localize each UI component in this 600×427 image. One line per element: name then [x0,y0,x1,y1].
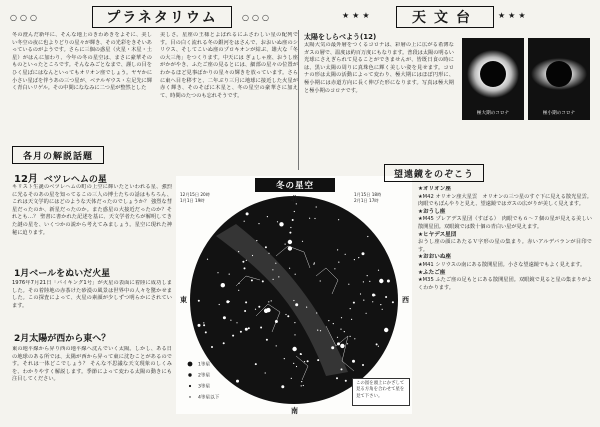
star [331,346,334,349]
telescope-item-heading: ★おおいぬ座 [418,254,451,261]
star [291,378,292,379]
star [345,380,347,382]
star [219,304,220,305]
star [256,240,257,241]
star [340,329,341,330]
star [360,293,361,294]
star [316,206,317,207]
star [238,290,239,291]
december-text: キリスト生誕のベツレヘムの町の上空に輝いたといわれる星、強烈に光るそのあの星を知ってるこの三人の博士たちの話はもちろん、これは天文学的にはどのような天体だったのでしょうか？ 強烈な彗星だったのか、新星だったのか。また惑星の大接近だったのか？それとも…？ 聖書に書かれた記述を基に、天文学者たちが解明してきた謎の星を、いくつかの説から考えてみましょう。星空に現れた神秘に迫ります。 [12,184,172,236]
star [288,240,292,244]
star [301,381,302,382]
star [277,221,278,222]
map-caption: この図を頭上にかざして見る方角を合わせて星を見て下さい。 [352,378,410,406]
star [376,343,378,345]
star [244,267,246,269]
star [258,306,260,308]
star [207,259,208,260]
star [278,276,279,277]
star [301,385,302,386]
star [288,246,292,250]
star [292,347,296,351]
stars-ornament: ★★★ [498,11,529,20]
observatory-header [302,6,592,28]
star [221,283,225,287]
photo-caption: 極大期のコロナ [476,111,510,116]
star [304,361,305,362]
legend-label: 4等星以下 [198,395,220,401]
circles-ornament: ○○○ [242,13,272,22]
star [273,279,274,280]
photo-caption: 極小期のコロナ [542,111,576,116]
star [336,377,338,379]
star [301,354,302,355]
star [227,301,228,302]
star [266,339,268,341]
star [205,331,207,333]
star [292,219,294,221]
star [238,283,239,284]
january-heading [14,266,110,279]
monthly-topics-heading: 各月の解説話題 [12,146,104,164]
legend-marker [189,385,191,387]
star [268,253,269,254]
star [244,221,245,222]
star [287,315,289,317]
star [285,244,286,245]
star [223,316,226,319]
star [378,270,379,271]
corona-min-image [528,38,590,120]
star [244,310,246,312]
legend-label: 1等星 [198,362,211,368]
star [198,300,200,302]
east-label: 東 [180,296,187,304]
observatory-title: 天文台 [396,6,494,28]
star [229,301,230,302]
star [246,260,247,261]
corona-min-photo [528,38,590,120]
star [272,269,273,270]
star [289,232,291,234]
star [353,302,355,304]
north-label: 北 [291,195,298,203]
star [230,320,231,321]
star [338,262,339,263]
legend-marker [188,373,191,376]
month-label: 12月 [14,174,38,185]
telescope-item-heading: ★ふたご座 [418,269,446,276]
star [362,252,365,255]
star [334,268,335,269]
star [295,303,298,306]
star [271,300,272,301]
planetarium-header [10,6,292,28]
star [341,368,343,370]
star [284,358,285,359]
star [307,360,309,362]
star [258,223,259,224]
star [333,323,334,324]
star [294,211,295,212]
star [369,281,370,282]
topic-title: ベールをぬいだ火星 [29,269,111,279]
star [198,324,201,327]
west-label: 西 [402,296,409,304]
star [337,249,338,250]
star [344,331,345,332]
star [367,275,368,276]
star [309,218,310,219]
star [348,284,349,285]
star [387,280,390,283]
star [229,274,230,275]
star [266,308,270,312]
page-divider [298,30,299,170]
star [275,263,276,264]
star [203,324,205,326]
star [350,308,351,309]
star [238,251,239,252]
star [320,330,321,331]
star [314,218,315,219]
star [290,227,291,228]
star [316,312,317,313]
telescope-item-text: おうし座の顔にあたるＶ字形の星の集まり。赤いアルデバランが目印です。 [418,239,592,253]
star [363,281,364,282]
month-label: 1月 [14,269,30,279]
star [251,279,253,281]
telescope-item-heading: ★ヒヤデス星団 [418,231,457,238]
star [380,304,381,305]
star [240,331,242,333]
star [337,342,340,345]
month-label: 2月 [14,334,30,344]
star [217,272,218,273]
star [245,328,248,331]
legend-marker [188,362,193,367]
star [236,380,239,383]
star [338,219,339,220]
star [328,320,329,321]
telescope-item-heading: ★オリオン座 [418,186,451,192]
star [313,264,314,265]
star [341,317,342,318]
legend-marker [189,396,190,397]
star [302,241,303,242]
stars-ornament: ★★★ [342,11,373,20]
telescope-item-text: ★M42 オリオン座大星雲 オリオンの三つ星のすぐ下に見える散光星雲。肉眼でもぼんやりと見え、望遠鏡ではガスの広がりが美しく見えます。 [418,193,592,208]
star [260,327,262,329]
january-text: 1976年7月21日「バイキング1号」が火星の表面に着陸に成功しました。その着陸地の赤茶けた砂漠の風景は世界中の人々を驚かせました。この探査によって、火星の素顔が少しずつ明らかにされています。 [12,280,172,309]
star [223,342,225,344]
star [265,372,266,373]
sun-study-heading: 太陽をしらべよう(12) [304,33,377,41]
star [203,322,204,323]
star [294,334,295,335]
star [337,337,338,338]
star [279,222,283,226]
star [358,257,359,258]
star [384,328,388,332]
december-heading [14,170,107,185]
star [255,363,257,365]
star [294,322,295,323]
telescope-item-text: ★M35 ふたご座の足もとにある散開星団。双眼鏡で見ると星の集まりがよくわかります。 [418,277,592,291]
corona-max-image [462,38,524,120]
star-map-title: 冬の星空 [255,178,335,192]
star [362,364,364,366]
star [354,338,355,339]
corona-max-photo [462,38,524,120]
intro-text-col2: 美しさ。星座の王様とよばれるにふさわしい星の配列です。目の白く流れる冬の銀河をはさんで、おおいぬ座のシリウス、そしてこいぬ座のプロキオンが結ぶ、雄大な「冬の大三角」をつくります。中天には ぎょしゃ座、おうし座がかがやき、ふたご座の見るとには、細部の星々の位置がわかるほど見事ばかりの星々の輝きを放っています。さらに東へ目を移すと、二年ぶり三月に地球に接近した火星が赤く輝き、そのそばに木星と、冬の星空の豪華さに加えて、時間のたつのも忘れそうです。 [160,32,298,99]
star [317,359,319,361]
star [245,301,247,303]
star [276,345,277,346]
star [281,385,284,388]
star [382,309,383,310]
telescope-text [418,186,592,422]
topic-title: 太陽が西から東へ？ [29,334,111,344]
intro-text-col1: 冬の澄んだ新年に、そんな地上のきわめきをよそに、美しい冬空の夜に也よりどりの星々が輝き、その光彩をきそいあっているのがようです。さらに三個の惑星（火星・木星・土星）がはんに加わり、今年の冬の星空は、まさに豪華そのものといったところです。そんなみごとなまで、謹しの目をひく星ばにはなんといってもオリオン座でしょう。ヤヤかに小さい星ばを伴うあの三つ星が、ベテルギウス・左足先に輝く青白いリゲル。その中間にななみに二つ星が整然とした [12,32,152,92]
star [232,335,234,337]
legend-label: 2等星 [198,373,211,379]
star [262,280,264,282]
star [242,261,244,263]
star [285,314,286,315]
legend-label: 3等星 [198,384,211,390]
star [351,319,352,320]
february-text: 東の地平線から昇り西の地平線へ沈んでいく太陽。しかし、ある日の地球のある所では、太陽が西から昇って東に沈むことがあるのです。それは一体どこでしょう？ そんな不思議な天文現象のしくみを、わかりやすく解説します。季節によって変わる太陽の動きにも注目してください。 [12,346,172,383]
star [340,344,344,348]
star [295,274,296,275]
star [372,301,373,302]
star [363,300,364,301]
telescope-item-heading: ★おうし座 [418,208,446,215]
time-left: 12月15日 20時 1月1日 19時 [180,192,210,204]
star [352,360,355,363]
star [379,279,383,283]
star [367,236,368,237]
star [268,301,269,302]
star [289,268,290,269]
star [354,259,355,260]
star [267,216,268,217]
star [255,309,256,310]
time-right: 1月15日 18時 2月1日 17時 [354,192,382,204]
star [236,322,237,323]
star [345,254,346,255]
telescope-heading: 望遠鏡をのぞこう [384,164,484,182]
circles-ornament: ○○○ [10,13,40,22]
star [211,346,213,348]
star [293,363,294,364]
star [374,295,375,296]
star [392,301,394,303]
star [317,330,318,331]
star [350,336,351,337]
sun-study-text: 太陽大気の最外層をつくるコロナは、彩層の上に広がる希薄なガスの層で、温度は約百万度にもなります。普段は太陽の明るい光球にさえぎられて見ることができませんが、皆既日食の時には、黒い太陽の周りに真珠色に輝く美しい姿を見せます。コロナの形は太陽の活動によって変わり、極大期にはほぼ円形に、極小期には赤道方向に長く伸びた形になります。写真は極大期と極小期のコロナです。 [304,42,454,94]
star [385,296,387,298]
star [296,366,297,367]
star [366,313,367,314]
planetarium-title: プラネタリウム [92,6,232,28]
star [320,280,321,281]
star [248,327,250,329]
february-heading [14,331,110,344]
telescope-item-text: ★M45 プレアデス星団（すばる） 肉眼でも６〜７個の星が見える美しい散開星団。双眼鏡では数十個の青白い星が見えます。 [418,216,592,230]
star [314,262,315,263]
star [252,255,253,256]
star [265,246,267,248]
south-label: 南 [291,407,298,415]
star [293,300,294,301]
star [347,343,348,344]
star [378,346,379,347]
topic-title: ベツレヘムの星 [43,175,107,185]
star [306,307,307,308]
star [303,385,304,386]
telescope-item-text: ★M41 シリウスの南にある散開星団。小さな望遠鏡でもよく見えます。 [418,261,586,268]
star [246,212,249,215]
star [275,320,278,323]
